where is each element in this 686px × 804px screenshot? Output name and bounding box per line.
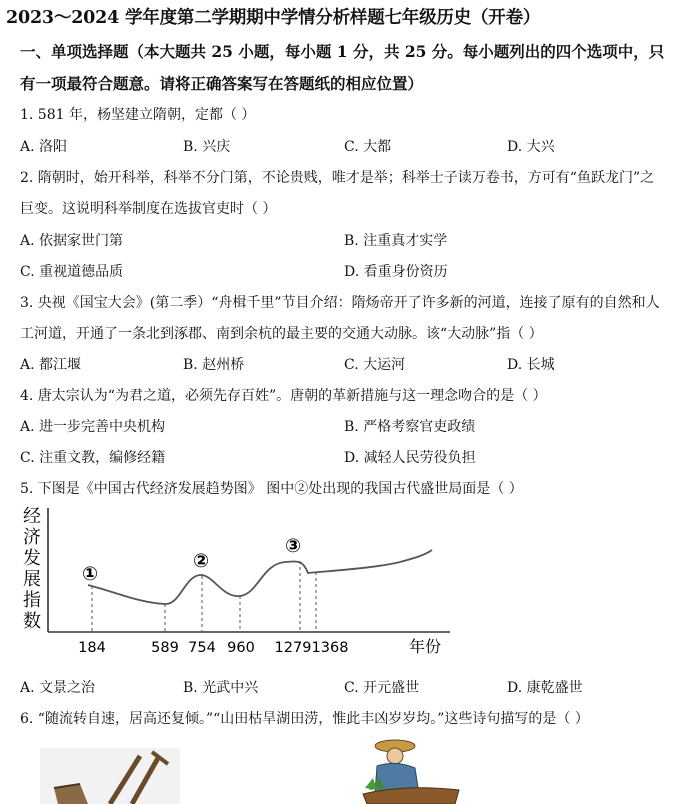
waterwheel-illustration	[40, 748, 180, 804]
page-title: 2023～2024 学年度第二学期期中学情分析样题七年级历史（开卷）	[6, 8, 541, 28]
q1-option-c[interactable]: C. 大都	[344, 139, 392, 155]
y-axis-label-char: 数	[23, 611, 41, 632]
section-heading-line2: 有一项最符合题意。请将正确答案写在答题纸的相应位置）	[20, 74, 424, 93]
question-5-stem: 5. 下图是《中国古代经济发展趋势图》 图中②处出现的我国古代盛世局面是（ ）	[20, 481, 523, 497]
trend-line	[88, 550, 432, 604]
question-2-stem-line2: 巨变。这说明科举制度在选拔官吏时（ ）	[20, 201, 277, 217]
y-axis-label-char: 指	[23, 590, 41, 611]
y-axis-label-char: 济	[23, 527, 41, 548]
economic-trend-chart	[0, 500, 460, 670]
marker-3: ③	[284, 535, 302, 557]
q4-option-c[interactable]: C. 注重文教，编修经籍	[20, 450, 166, 466]
tick-label: 1368	[311, 640, 349, 656]
y-axis-label-char: 展	[23, 569, 41, 590]
q2-option-b[interactable]: B. 注重真才实学	[344, 233, 448, 249]
section-heading-line1: 一、单项选择题（本大题共 25 小题，每小题 1 分，共 25 分。每小题列出的四个选项中，只	[20, 42, 665, 61]
question-3-stem-line1: 3. 央视《国宝大会》(第二季）“舟楫千里”节目介绍：隋炀帝开了许多新的河道，连接了原有的自然和人	[20, 295, 660, 311]
question-1-stem: 1. 581 年，杨坚建立隋朝，定都（ ）	[20, 107, 256, 123]
q3-option-b[interactable]: B. 赵州桥	[183, 357, 245, 373]
q3-option-c[interactable]: C. 大运河	[344, 357, 406, 373]
question-3-stem-line2: 工河道，开通了一条北到涿郡、南到余杭的最主要的交通大动脉。该“大动脉”指（ ）	[20, 326, 543, 342]
y-axis-label-char: 经	[23, 506, 41, 527]
q5-option-b[interactable]: B. 光武中兴	[183, 680, 259, 696]
tick-label: 1279	[274, 640, 312, 656]
question-2-stem-line1: 2. 隋朝时，始开科举，科举不分门第，不论贵贱，唯才是举；科举士子读万卷书，方可有“鱼跃龙门”之	[20, 170, 655, 186]
q5-option-a[interactable]: A. 文景之治	[20, 680, 96, 696]
chart-y-axis-label	[23, 506, 41, 632]
q2-option-c[interactable]: C. 重视道德品质	[20, 264, 124, 280]
q1-option-b[interactable]: B. 兴庆	[183, 139, 231, 155]
q5-option-d[interactable]: D. 康乾盛世	[507, 680, 583, 696]
q4-option-a[interactable]: A. 进一步完善中央机构	[20, 419, 166, 435]
q3-option-d[interactable]: D. 长城	[507, 357, 555, 373]
tick-label: 960	[227, 640, 255, 656]
q1-option-d[interactable]: D. 大兴	[507, 139, 555, 155]
q2-option-d[interactable]: D. 看重身份资历	[344, 264, 448, 280]
q4-option-d[interactable]: D. 减轻人民劳役负担	[344, 450, 476, 466]
q1-option-a[interactable]: A. 洛阳	[20, 139, 68, 155]
farmer-illustration	[355, 738, 465, 804]
marker-2: ②	[192, 550, 210, 572]
q4-option-b[interactable]: B. 严格考察官吏政绩	[344, 419, 476, 435]
tick-label: 754	[188, 640, 216, 656]
tick-label: 184	[78, 640, 106, 656]
q3-option-a[interactable]: A. 都江堰	[20, 357, 82, 373]
marker-1: ①	[81, 563, 99, 585]
q5-option-c[interactable]: C. 开元盛世	[344, 680, 420, 696]
y-axis-label-char: 发	[23, 548, 41, 569]
question-6-stem: 6. “随流转自速，居高还复倾。”“山田枯旱湖田涝，惟此丰凶岁岁均。”这些诗句描写的是（ ）	[20, 711, 589, 727]
chart-x-axis-label: 年份	[408, 637, 442, 656]
question-4-stem: 4. 唐太宗认为“为君之道，必须先存百姓”。唐朝的革新措施与这一理念吻合的是（ ）	[20, 388, 547, 404]
tick-label: 589	[151, 640, 179, 656]
q2-option-a[interactable]: A. 依据家世门第	[20, 233, 124, 249]
